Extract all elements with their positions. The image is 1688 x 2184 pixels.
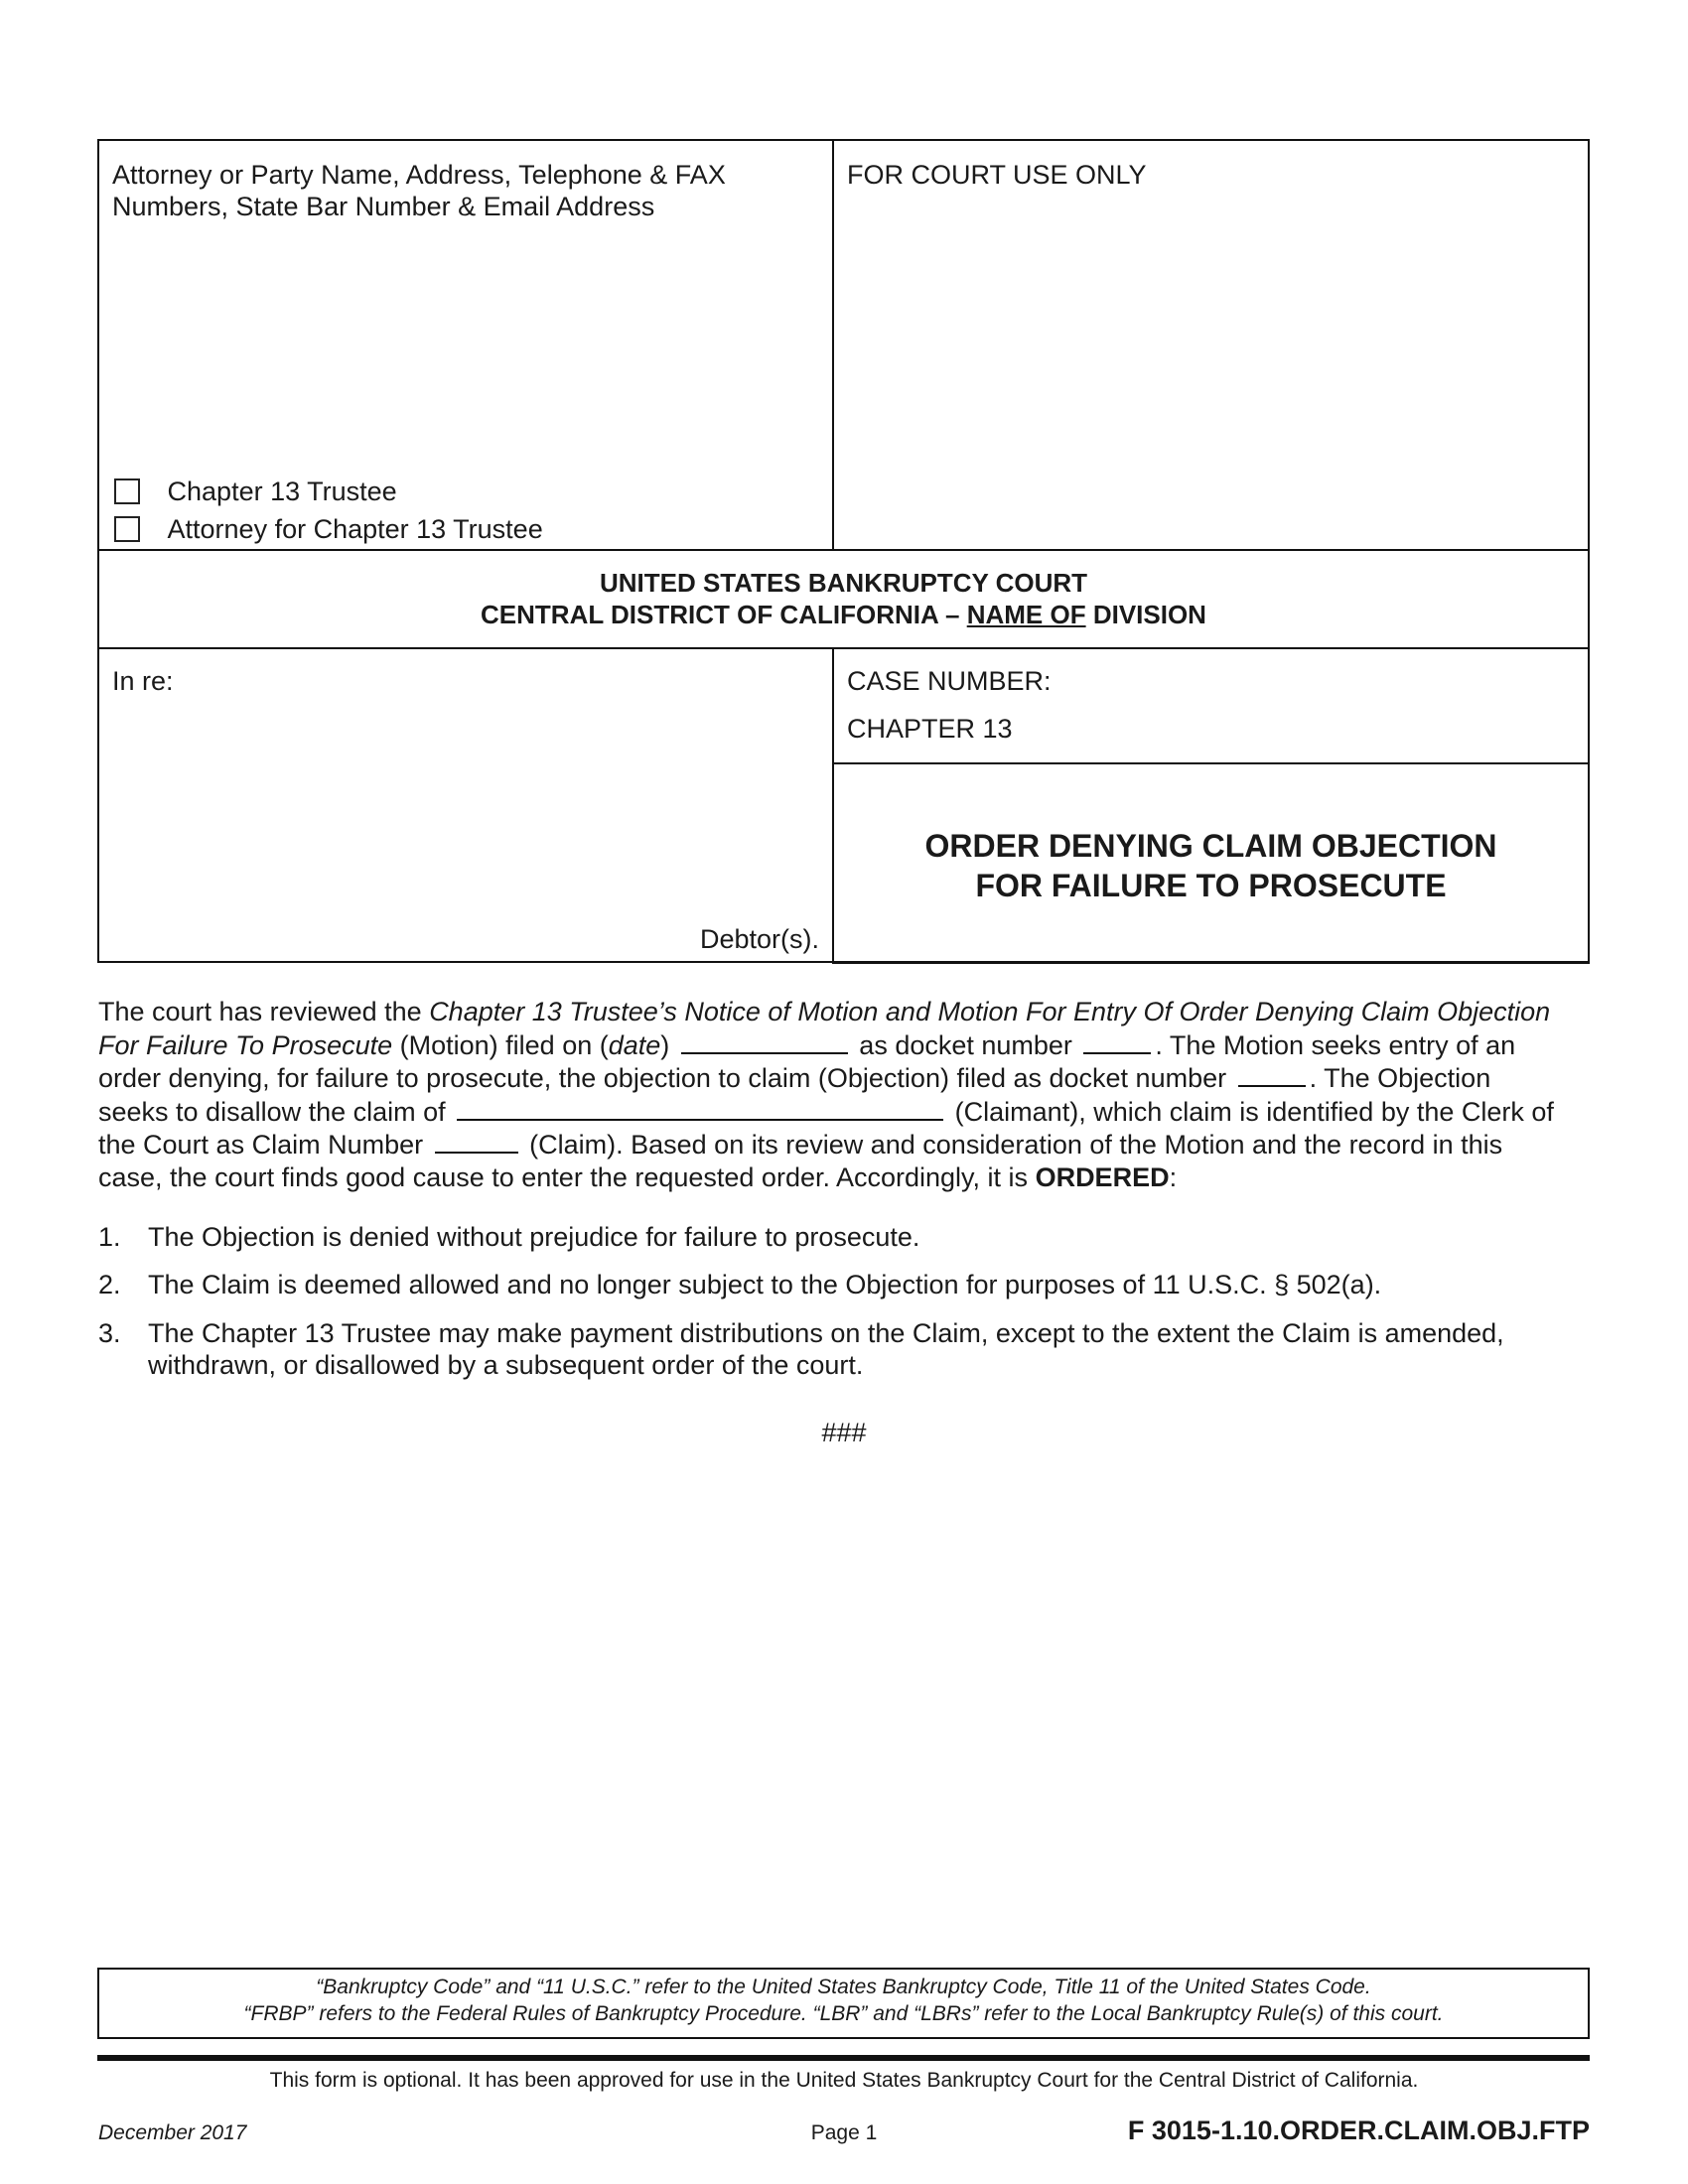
debtors-label: Debtor(s).: [699, 924, 819, 954]
in-re-label: In re:: [112, 666, 174, 696]
court-name-line2: CENTRAL DISTRICT OF CALIFORNIA – NAME OF DIVISION: [481, 600, 1206, 629]
objection-docket-blank[interactable]: [1238, 1061, 1306, 1087]
footer-page: Page 1: [810, 2121, 878, 2144]
attorney-checkbox-label: Attorney for Chapter 13 Trustee: [167, 513, 543, 544]
chapter-label: CHAPTER 13: [847, 714, 1013, 744]
attorney-info-label: Attorney or Party Name, Address, Telephone & FAX Numbers, State Bar Number & Email Address: [112, 160, 726, 221]
court-use-only-label: FOR COURT USE ONLY: [847, 160, 1147, 190]
caption-case-divider: [832, 762, 1590, 764]
end-mark: ###: [821, 1418, 867, 1447]
attorney-checkbox-row[interactable]: [114, 511, 543, 545]
caption-divider-bottom: [832, 647, 834, 963]
trustee-checkbox[interactable]: [114, 478, 140, 504]
caption-divider-top: [832, 139, 834, 550]
caption-top-border: [97, 139, 1590, 141]
footer-rule: [97, 2055, 1590, 2061]
footer-optional-note: This form is optional. It has been approved for use in the United States Bankruptcy Court for the Central District of California.: [269, 2069, 1419, 2092]
footer-date: December 2017: [98, 2121, 247, 2144]
date-blank[interactable]: [681, 1028, 848, 1054]
caption-hline-1: [97, 549, 1590, 551]
definitions-line2: “FRBP” refers to the Federal Rules of Bankruptcy Procedure. “LBR” and “LBRs” refer to the Local Bankruptcy Rule(s) of this court.: [243, 2002, 1444, 2025]
claimant-name-blank[interactable]: [457, 1095, 943, 1121]
case-number-label: CASE NUMBER:: [847, 666, 1052, 696]
footer-form-id: F 3015-1.10.ORDER.CLAIM.OBJ.FTP: [1127, 2116, 1590, 2145]
order-title-line1: ORDER DENYING CLAIM OBJECTION: [924, 828, 1497, 864]
order-body-paragraph: The court has reviewed the Chapter 13 Trustee’s Notice of Motion and Motion For Entry Of Order Denying Claim Objection For Failure To Prosecute (Motion) filed on (date) as docket number . The Motion seeks entry of an order denying, for failure to prosecute, the objection to claim (Objection) filed as docket number . The Objection seeks to disallow the claim of (Claimant), which claim is identified by the Clerk of the Court as Claim Number (Claim). Based on its review and consideration of the Motion and the record in this case, the court finds good cause to enter the requested order. Accordingly, it is ORDERED:: [98, 997, 1554, 1192]
trustee-checkbox-row[interactable]: [114, 474, 397, 507]
caption-bottom-right: [832, 961, 1590, 964]
attorney-checkbox[interactable]: [114, 516, 140, 542]
caption-left-border: [97, 139, 99, 963]
caption-bottom-left: [97, 961, 833, 963]
definitions-text: [99, 1974, 1588, 2027]
trustee-checkbox-label: Chapter 13 Trustee: [167, 476, 397, 506]
order-title-line2: FOR FAILURE TO PROSECUTE: [975, 868, 1447, 903]
court-name: [99, 567, 1588, 630]
division-name-placeholder: NAME OF: [966, 600, 1086, 629]
order-title: [834, 826, 1588, 905]
court-name-line1: UNITED STATES BANKRUPTCY COURT: [599, 568, 1088, 598]
motion-docket-blank[interactable]: [1083, 1028, 1151, 1054]
definitions-line1: “Bankruptcy Code” and “11 U.S.C.” refer to the United States Bankruptcy Code, Title 11 of the United States Code.: [316, 1976, 1371, 1998]
caption-right-border: [1588, 139, 1590, 963]
caption-hline-2: [97, 647, 1590, 649]
claim-number-blank[interactable]: [435, 1128, 518, 1154]
